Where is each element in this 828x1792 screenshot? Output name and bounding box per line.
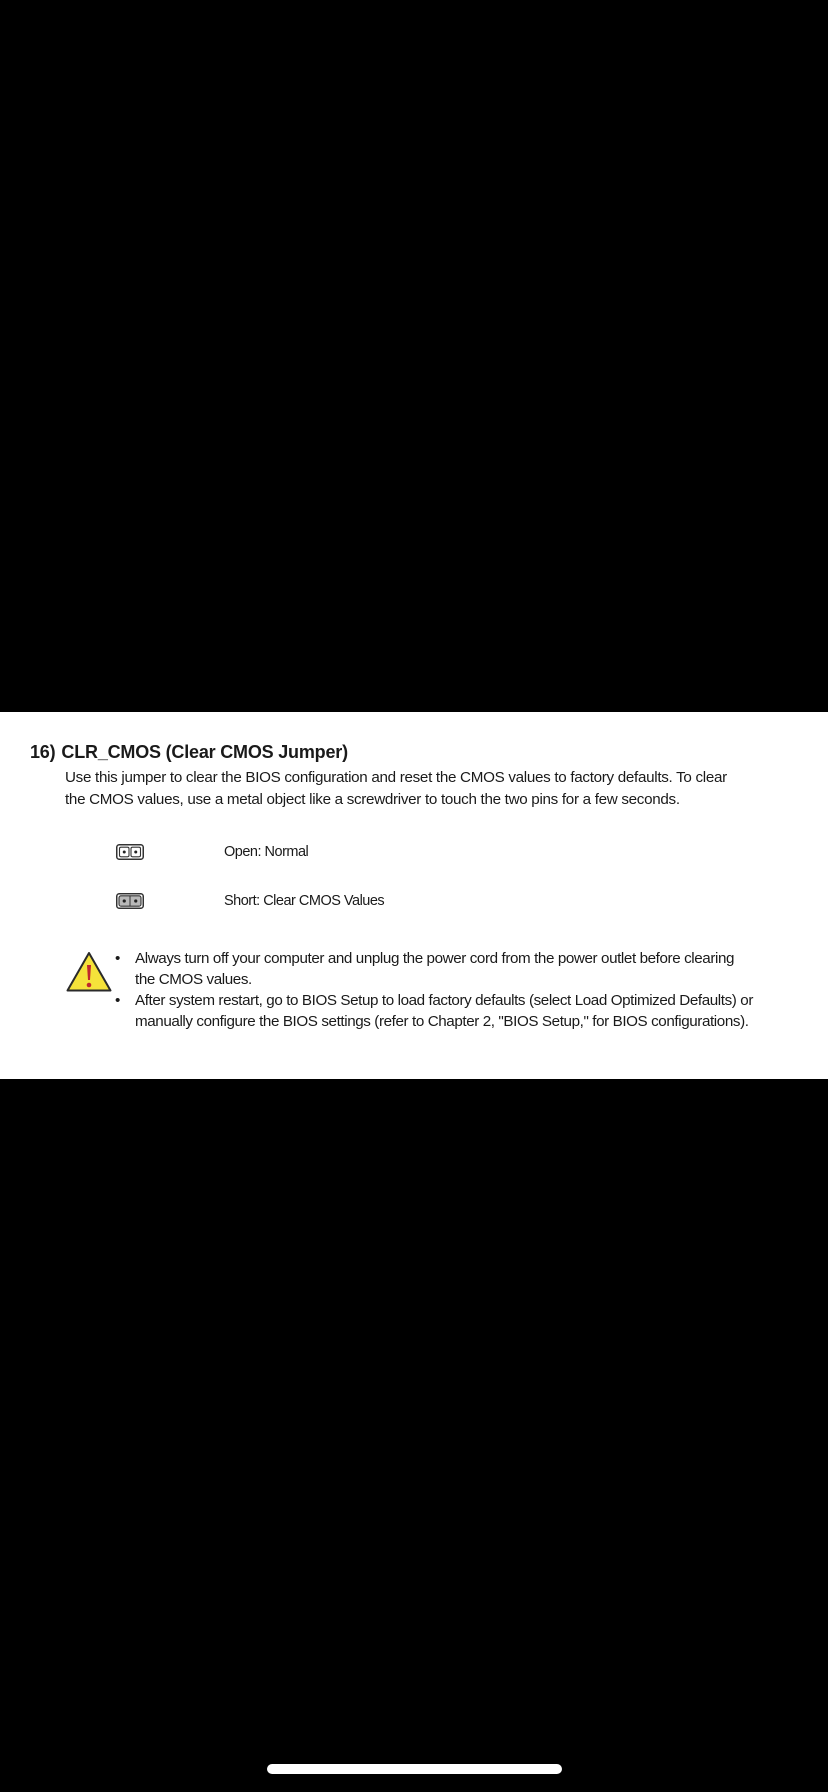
section-title: CLR_CMOS (Clear CMOS Jumper) — [61, 742, 348, 762]
jumper-open-row — [116, 842, 309, 862]
bullet-icon: • — [115, 950, 120, 967]
jumper-open-label: Open: Normal — [224, 844, 309, 860]
description-line: Use this jumper to clear the BIOS configuration and reset the CMOS values to factory defaults. To clear — [65, 769, 727, 786]
jumper-short-label: Short: Clear CMOS Values — [224, 893, 385, 909]
description-line: the CMOS values, use a metal object like a screwdriver to touch the two pins for a few seconds. — [65, 791, 680, 808]
section-heading — [30, 742, 348, 763]
bullet-icon: • — [115, 992, 120, 1009]
note-line: Always turn off your computer and unplug the power cord from the power outlet before clearing — [135, 950, 735, 967]
section-description — [65, 767, 785, 811]
note-line: the CMOS values. — [135, 971, 252, 988]
jumper-short-icon — [116, 893, 144, 909]
jumper-open-icon — [116, 844, 144, 860]
document-page — [0, 712, 828, 1079]
home-indicator[interactable] — [267, 1764, 562, 1774]
warning-notes-list — [112, 948, 788, 1032]
warning-note — [112, 948, 788, 990]
jumper-short-row — [116, 891, 385, 911]
note-line: After system restart, go to BIOS Setup to load factory defaults (select Load Optimized Defaults) or — [135, 992, 753, 1009]
section-number: 16) — [30, 742, 56, 762]
warning-note — [112, 990, 788, 1032]
warning-triangle-icon — [65, 950, 113, 994]
note-line: manually configure the BIOS settings (refer to Chapter 2, "BIOS Setup," for BIOS configurations). — [135, 1013, 749, 1030]
